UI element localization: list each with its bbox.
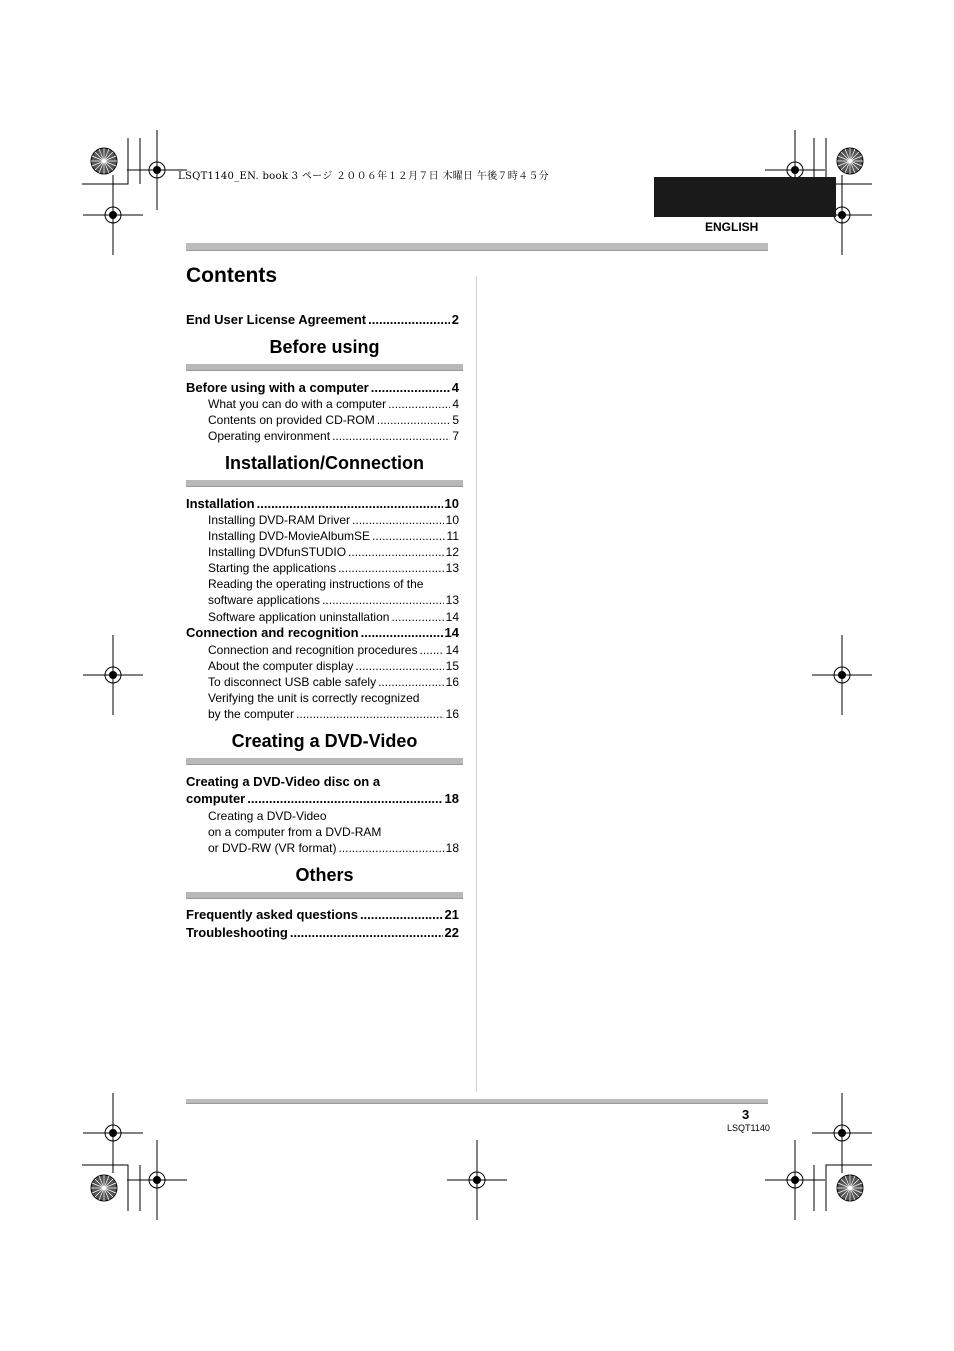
page-title: Contents — [186, 264, 277, 287]
toc-label: software applications — [208, 593, 321, 607]
toc-label: Frequently asked questions — [186, 907, 358, 922]
toc-label: To disconnect USB cable safely — [208, 675, 377, 689]
toc-entry[interactable] — [186, 925, 459, 940]
toc-page: 11 — [446, 529, 459, 543]
print-header-line: LSQT1140_EN. book 3 ページ ２００６年１２月７日 木曜日 午後７時４５分 — [178, 171, 549, 182]
toc-page: 4 — [452, 397, 459, 411]
toc-page: 7 — [452, 429, 459, 443]
section-heading-installation: Installation/Connection — [224, 453, 424, 473]
toc-entry-line[interactable]: Reading the operating instructions of the — [208, 577, 424, 591]
toc-label: computer — [186, 791, 246, 806]
toc-page: 18 — [444, 791, 459, 806]
toc-page: 13 — [445, 561, 459, 575]
toc-entry[interactable] — [186, 907, 459, 922]
toc-page: 4 — [451, 380, 459, 395]
toc-entry[interactable] — [208, 545, 459, 559]
toc-entry[interactable] — [208, 707, 459, 721]
toc-entry-line[interactable]: Creating a DVD-Video disc on a — [186, 774, 381, 789]
toc-label: What you can do with a computer — [208, 397, 387, 411]
toc-label: Troubleshooting — [186, 925, 288, 940]
toc-entry[interactable] — [208, 397, 459, 411]
toc-page: 14 — [445, 643, 459, 657]
toc-entry[interactable] — [186, 380, 459, 395]
bottom-rule — [186, 1099, 768, 1104]
toc-entry[interactable] — [208, 413, 459, 427]
toc-label: Installing DVDfunSTUDIO — [208, 545, 347, 559]
top-rule — [186, 243, 768, 251]
toc-entry-line[interactable]: on a computer from a DVD-RAM — [208, 825, 382, 839]
section-bar — [186, 758, 463, 765]
toc-entry[interactable] — [208, 593, 459, 607]
section-heading-dvd-video: Creating a DVD-Video — [231, 731, 418, 751]
toc-label: Installation — [186, 496, 255, 511]
toc-label: by the computer — [208, 707, 295, 721]
language-label: ENGLISH — [705, 220, 759, 234]
toc-entry[interactable] — [208, 513, 459, 527]
toc-page: 14 — [444, 625, 459, 640]
black-tab — [654, 177, 836, 217]
toc-label: About the computer display — [208, 659, 354, 673]
section-bar — [186, 892, 463, 899]
toc-entry[interactable] — [186, 496, 459, 511]
toc-entry[interactable] — [208, 429, 459, 443]
toc-entry[interactable] — [208, 659, 459, 673]
toc-label: Operating environment — [208, 429, 331, 443]
toc-label: Installing DVD-RAM Driver — [208, 513, 351, 527]
toc-page: 15 — [445, 659, 459, 673]
toc-label: or DVD-RW (VR format) — [208, 841, 337, 855]
toc-label: Connection and recognition procedures — [208, 643, 418, 657]
toc-label: End User License Agreement — [186, 312, 367, 327]
toc-entry[interactable] — [186, 791, 459, 806]
toc-entry[interactable] — [208, 675, 459, 689]
toc-page: 10 — [444, 496, 459, 511]
toc-entry-line[interactable]: Creating a DVD-Video — [208, 809, 327, 823]
page-number: 3 — [742, 1107, 750, 1122]
toc-label: Before using with a computer — [186, 380, 369, 395]
toc-label: Software application uninstallation — [208, 610, 390, 624]
toc-entry[interactable] — [208, 529, 459, 543]
toc-entry[interactable] — [186, 625, 459, 640]
toc-page: 12 — [445, 545, 459, 559]
toc-page: 2 — [451, 312, 459, 327]
toc-entry[interactable] — [208, 561, 459, 575]
toc-entry[interactable] — [208, 643, 459, 657]
toc-page: 21 — [444, 907, 459, 922]
toc-page: 16 — [445, 707, 459, 721]
section-bar — [186, 480, 463, 487]
toc-label: Connection and recognition — [186, 625, 359, 640]
toc-page: 10 — [445, 513, 459, 527]
section-bar — [186, 364, 463, 371]
toc-label: Contents on provided CD-ROM — [208, 413, 375, 427]
toc-page: 14 — [445, 610, 459, 624]
toc-entry[interactable] — [208, 610, 459, 624]
toc-entry-eula[interactable] — [186, 312, 459, 327]
section-heading-before-using: Before using — [269, 337, 380, 357]
toc-entry[interactable] — [208, 841, 459, 855]
toc-page: 5 — [452, 413, 459, 427]
toc-page: 22 — [444, 925, 459, 940]
toc-label: Starting the applications — [208, 561, 337, 575]
toc-page: 13 — [445, 593, 459, 607]
page-code: LSQT1140 — [727, 1123, 770, 1133]
toc-label: Installing DVD-MovieAlbumSE — [208, 529, 371, 543]
section-heading-others: Others — [295, 865, 354, 885]
toc-page: 16 — [445, 675, 459, 689]
toc-page: 18 — [445, 841, 459, 855]
column-divider — [476, 276, 477, 1092]
toc-entry-line[interactable]: Verifying the unit is correctly recognized — [208, 691, 420, 705]
